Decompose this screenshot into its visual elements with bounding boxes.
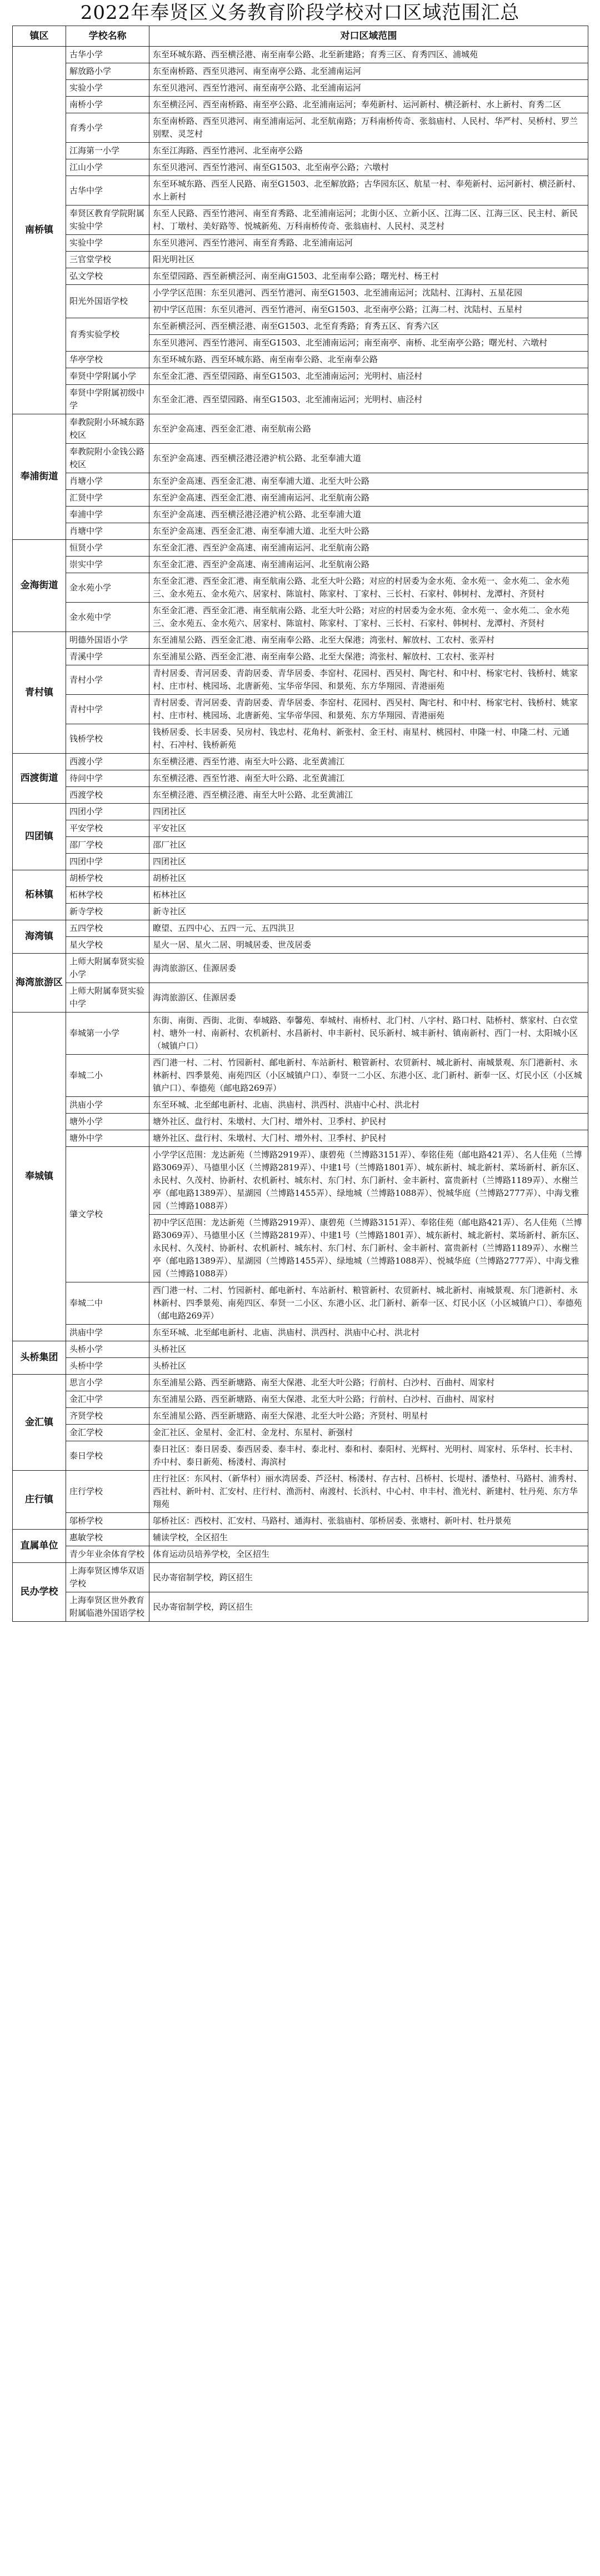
district-cell: 金汇镇 xyxy=(13,1375,66,1471)
table-row xyxy=(13,724,588,754)
area-range-cell: 东至横泾河、西至南桥路、南至亭公路、北至浦南运河；奉苑新村、运河新村、横泾新村、水上新村、育秀二区 xyxy=(149,97,588,113)
area-range-cell: 辅读学校，全区招生 xyxy=(149,1530,588,1546)
school-name-cell: 青少年业余体育学校 xyxy=(66,1546,149,1563)
area-range-cell: 东至新横泾河、西至横泾港、南至G1503、北至育秀路；育秀五区、育秀六区 xyxy=(149,318,588,335)
area-range-cell: 东至环城、北至邮电新村、北庙、洪庙村、洪西村、洪庙中心村、洪北村 xyxy=(149,1325,588,1341)
school-name-cell: 奉城二中 xyxy=(66,1282,149,1325)
school-name-cell: 钱桥学校 xyxy=(66,724,149,754)
table-row xyxy=(13,1375,588,1391)
district-cell: 南桥镇 xyxy=(13,47,66,414)
school-name-cell: 庄行学校 xyxy=(66,1471,149,1513)
school-name-cell: 胡桥学校 xyxy=(66,870,149,887)
area-range-cell: 东至人民路、西至竹港河、南至育秀路、北至浦南运河；北街小区、立新小区、江海二区、江海三区、民主村、新民村、丁墩村、美好路等、悦城新苑、万科南桥传奇、张翁庙村、人民村、灵芝村 xyxy=(149,206,588,235)
school-name-cell: 肖塘小学 xyxy=(66,473,149,490)
area-range-cell: 西门港一村、二村、竹园新村、邮电新村、车站新村、粮管新村、农贸新村、城北新村、南城景观、东门港新村、永林新村、四季景苑、南苑四区、奉贤一二小区、东港小区、北门新村、新奉一区、灯民小区（小区城镇户口）、奉德苑（邮电路269弄） xyxy=(149,1282,588,1325)
table-row xyxy=(13,870,588,887)
area-range-cell: 新寺社区 xyxy=(149,904,588,920)
area-range-cell: 海湾旅游区、佳源居委 xyxy=(149,954,588,983)
table-row xyxy=(13,352,588,368)
table-row xyxy=(13,603,588,632)
table-row xyxy=(13,1546,588,1563)
area-range-cell: 东至金汇港、西至望园路、南至G1503、北至浦南运河；光明村、庙泾村 xyxy=(149,368,588,385)
area-range-cell: 东至浦星公路、西至新塘路、南至大保港、北至大叶公路；行前村、白沙村、百曲村、周家村 xyxy=(149,1391,588,1408)
area-range-cell: 青村居委、青河居委、青韵居委、青华居委、李窑村、花园村、西吴村、陶宅村、和中村、杨家宅村、钱桥村、姚家村、庄市村、桃园场、北唐新苑、宝华帝华园、和景苑、东方华翔园、青港丽苑 xyxy=(149,695,588,724)
school-name-cell: 平安学校 xyxy=(66,820,149,837)
table-row xyxy=(13,414,588,444)
school-name-cell: 金汇中学 xyxy=(66,1391,149,1408)
school-name-cell: 江海第一小学 xyxy=(66,143,149,159)
area-range-cell: 东至浦星公路、西至金汇港、南至南奉公路、北至大保港；湾张村、解放村、工农村、张弄村 xyxy=(149,649,588,665)
school-name-cell: 汇贤中学 xyxy=(66,490,149,507)
school-name-cell: 江山小学 xyxy=(66,159,149,176)
school-name-cell: 恒贤小学 xyxy=(66,540,149,557)
school-name-cell: 西渡小学 xyxy=(66,754,149,770)
table-row xyxy=(13,47,588,63)
area-range-cell: 民办寄宿制学校，跨区招生 xyxy=(149,1563,588,1592)
table-row xyxy=(13,954,588,983)
district-cell: 柘林镇 xyxy=(13,870,66,920)
school-name-cell: 育秀实验学校 xyxy=(66,318,149,352)
area-range-cell: 初中学区范围：龙达新苑（兰博路2919弄）、康碧苑（兰博路3151弄）、奉铭佳苑（邮电路421弄）、名人佳苑（兰博路3069弄）、马德里小区（兰博路2819弄）、中建1号（兰博路1801弄）、城东新村、城北新村、菜场新村、新东区、永民村、久茂村、协新村、农机新村、城东村、东门村、东门新村、金丰新村、富贵新村（兰博路1189弄）、水榭兰亭（邮电路1389弄）、星湖园（兰博路1455弄）、绿地城（兰博路1088弄）、悦城华庭（兰博路2777弄）、中海戈雅园（兰博路1088弄） xyxy=(149,1215,588,1282)
area-range-cell: 柘林社区 xyxy=(149,887,588,904)
table-row xyxy=(13,1282,588,1325)
table-row xyxy=(13,1592,588,1622)
district-cell: 直属单位 xyxy=(13,1530,66,1563)
area-range-cell: 四团社区 xyxy=(149,854,588,870)
school-name-cell: 邵厂学校 xyxy=(66,837,149,854)
table-row xyxy=(13,1513,588,1530)
school-name-cell: 明德外国语小学 xyxy=(66,632,149,649)
school-name-cell: 上师大附属奉贤实验中学 xyxy=(66,983,149,1013)
area-range-cell: 初中学区范围：东至贝港河、西至竹港河、南至G1503、北至南亭公路；江海二村、沈陆村、五星村 xyxy=(149,302,588,318)
area-range-cell: 邬桥社区：西校村、汇安村、马路村、通海村、张翁庙村、邬桥居委、张塘村、新叶村、牡丹景苑 xyxy=(149,1513,588,1530)
area-range-cell: 西门港一村、二村、竹园新村、邮电新村、车站新村、粮管新村、农贸新村、城北新村、南城景观、东门港新村、永林新村、四季景苑、南苑四区（小区城镇户口）、奉贤一二小区、东港小区、北门新村、新奉一区、灯民小区（小区城镇户口）、奉德苑（邮电路269弄） xyxy=(149,1055,588,1097)
table-row xyxy=(13,1013,588,1055)
table-row xyxy=(13,1114,588,1130)
area-range-cell: 东至横泾港、西至竹港、南至大叶公路、北至黄浦江 xyxy=(149,770,588,787)
district-cell: 头桥集团 xyxy=(13,1341,66,1375)
table-body xyxy=(13,47,588,1622)
area-range-cell: 青村居委、青河居委、青韵居委、青华居委、李窑村、花园村、西吴村、陶宅村、和中村、杨家宅村、钱桥村、姚家村、庄市村、桃园场、北唐新苑、宝华帝华园、和景苑、东方华翔园、青港丽苑 xyxy=(149,665,588,695)
area-range-cell: 东至沪金高速、西至金汇港、南至航南公路 xyxy=(149,414,588,444)
table-row xyxy=(13,770,588,787)
school-name-cell: 奉教院附小金钱公路校区 xyxy=(66,444,149,473)
area-range-cell: 庄行社区：东风村、（新华村）丽水湾居委、芦泾村、杨溇村、存古村、吕桥村、长堤村、潘垫村、马路村、浦秀村、西社村、新叶村、汇安村、庄行村、渔沥村、南渡村、长浜村、中心村、申丰村、渔光村、新建村、牡丹苑、东方华翔苑 xyxy=(149,1471,588,1513)
area-range-cell: 东至环城、北至邮电新村、北庙、洪庙村、洪西村、洪庙中心村、洪北村 xyxy=(149,1097,588,1114)
area-range-cell: 体育运动员培养学校，全区招生 xyxy=(149,1546,588,1563)
school-name-cell: 洪庙小学 xyxy=(66,1097,149,1114)
area-range-cell: 瞭望、五四中心、五四一元、五四洪卫 xyxy=(149,920,588,937)
area-range-cell: 海湾旅游区、佳源居委 xyxy=(149,983,588,1013)
school-name-cell: 思言小学 xyxy=(66,1375,149,1391)
table-row xyxy=(13,368,588,385)
school-name-cell: 新寺学校 xyxy=(66,904,149,920)
table-row xyxy=(13,507,588,523)
school-name-cell: 惠敏学校 xyxy=(66,1530,149,1546)
table-row xyxy=(13,632,588,649)
school-name-cell: 南桥小学 xyxy=(66,97,149,113)
area-range-cell: 东至金汇港、西至沪金高速、南至浦南运河、北至航南公路 xyxy=(149,557,588,573)
school-name-cell: 头桥中学 xyxy=(66,1358,149,1375)
area-range-cell: 东至环城东路、西至环城东路、南至南奉公路、北至南奉公路 xyxy=(149,352,588,368)
school-name-cell: 古华中学 xyxy=(66,176,149,206)
school-zone-table xyxy=(12,26,588,1622)
school-name-cell: 柘林学校 xyxy=(66,887,149,904)
area-range-cell: 东至南桥路、西至贝港河、南至南亭公路、北至浦南运河 xyxy=(149,63,588,80)
area-range-cell: 东至横泾港、西至横泾港、南至大叶公路、北至黄浦江 xyxy=(149,787,588,804)
table-row xyxy=(13,490,588,507)
table-row xyxy=(13,1408,588,1425)
table-row xyxy=(13,804,588,820)
table-row xyxy=(13,235,588,252)
school-name-cell: 上海奉贤区世外教育附属临港外国语学校 xyxy=(66,1592,149,1622)
area-range-cell: 东至金汇港、西至望园路、南至G1503、北至浦南运河；光明村、庙泾村 xyxy=(149,385,588,414)
school-name-cell: 奉城二小 xyxy=(66,1055,149,1097)
area-range-cell: 塘外社区、盘行村、朱墩村、大门村、增外村、卫季村、护民村 xyxy=(149,1114,588,1130)
table-row xyxy=(13,787,588,804)
district-cell: 奉浦街道 xyxy=(13,414,66,540)
school-name-cell: 奉贤区教育学院附属实验中学 xyxy=(66,206,149,235)
table-row xyxy=(13,176,588,206)
table-row xyxy=(13,159,588,176)
table-row xyxy=(13,97,588,113)
school-name-cell: 奉教院附小环城东路校区 xyxy=(66,414,149,444)
school-name-cell: 金水苑小学 xyxy=(66,573,149,603)
table-row xyxy=(13,1097,588,1114)
table-row xyxy=(13,1325,588,1341)
area-range-cell: 东至贝港河、西至竹港河、南至南亭公路、北至浦南运河 xyxy=(149,80,588,97)
area-range-cell: 东至贝港河、西至竹港河、南至G1503、北至南亭公路；六墩村 xyxy=(149,159,588,176)
area-range-cell: 东至沪金高速、西至横泾港泾港沪杭公路、北至奉浦大道 xyxy=(149,444,588,473)
area-range-cell: 钱桥居委、长丰居委、吴房村、钱忠村、花角村、新张村、金王村、南星村、桃园村、申隆一村、申隆二村、元通村、石冲村、钱桥新苑 xyxy=(149,724,588,754)
table-header-row xyxy=(13,26,588,47)
school-name-cell: 上师大附属奉贤实验小学 xyxy=(66,954,149,983)
school-name-cell: 四团小学 xyxy=(66,804,149,820)
area-range-cell: 东至沪金高速、西至金汇港、南至奉浦大道、北至大叶公路 xyxy=(149,523,588,540)
area-range-cell: 东街、南街、西街、北街、奉城路、奉馨苑、奉城村、南桥村、北门村、八字村、路口村、陆桥村、蔡家村、白衣堂村、塘外一村、南新村、农机新村、水昌新村、申丰新村、民乐新村、城丰新村、镇南新村、西门一村、太阳城小区（城镇户口） xyxy=(149,1013,588,1055)
school-name-cell: 奉城第一小学 xyxy=(66,1013,149,1055)
table-row xyxy=(13,983,588,1013)
school-name-cell: 泰日学校 xyxy=(66,1441,149,1471)
area-range-cell: 阳光明社区 xyxy=(149,252,588,268)
table-row xyxy=(13,887,588,904)
table-row xyxy=(13,557,588,573)
area-range-cell: 胡桥社区 xyxy=(149,870,588,887)
table-row xyxy=(13,649,588,665)
school-name-cell: 青村中学 xyxy=(66,695,149,724)
area-range-cell: 东至金汇港、西至金汇港、南至航南公路、北至大叶公路；对应的村居委为金水苑、金水苑一、金水苑二、金水苑三、金水苑五、金水苑六、居家村、陈谊村、陈家村、丁家村、三长村、石家村、韩树村、龙潭村、齐贤村 xyxy=(149,573,588,603)
table-row xyxy=(13,252,588,268)
district-cell: 庄行镇 xyxy=(13,1471,66,1530)
school-name-cell: 待问中学 xyxy=(66,770,149,787)
table-row xyxy=(13,63,588,80)
school-name-cell: 青村小学 xyxy=(66,665,149,695)
table-row xyxy=(13,268,588,285)
area-range-cell: 东至浦星公路、西至金汇港、南至南奉公路、北至大保港；湾张村、解放村、工农村、张弄村 xyxy=(149,632,588,649)
area-range-cell: 东至金汇港、西至金汇港、南至航南公路、北至大叶公路；对应的村居委为金水苑、金水苑一、金水苑二、金水苑三、金水苑五、金水苑六、居家村、陈谊村、陈家村、丁家村、三长村、石家村、韩树村、龙潭村、齐贤村 xyxy=(149,603,588,632)
table-row xyxy=(13,665,588,695)
table-row xyxy=(13,206,588,235)
table-row xyxy=(13,285,588,302)
area-range-cell: 头桥社区 xyxy=(149,1358,588,1375)
school-name-cell: 青溪中学 xyxy=(66,649,149,665)
area-range-cell: 四团社区 xyxy=(149,804,588,820)
area-range-cell: 小学学区范围：东至贝港河、西至竹港河、南至G1503、北至浦南运河；沈陆村、江海村、五星花园 xyxy=(149,285,588,302)
header-school: 学校名称 xyxy=(66,26,149,47)
table-row xyxy=(13,1055,588,1097)
area-range-cell: 东至浦星公路、西至新塘路、南至大保港、北至大叶公路；齐贤村、明星村 xyxy=(149,1408,588,1425)
table-row xyxy=(13,1471,588,1513)
district-cell: 奉城镇 xyxy=(13,1013,66,1341)
district-cell: 青村镇 xyxy=(13,632,66,754)
table-row xyxy=(13,920,588,937)
school-name-cell: 肖塘中学 xyxy=(66,523,149,540)
area-range-cell: 东至沪金高速、西至金汇港、南至浦南运河、北至航南公路 xyxy=(149,490,588,507)
school-name-cell: 实验中学 xyxy=(66,235,149,252)
school-name-cell: 奉浦中学 xyxy=(66,507,149,523)
table-row xyxy=(13,1563,588,1592)
district-cell: 海湾镇 xyxy=(13,920,66,954)
area-range-cell: 平安社区 xyxy=(149,820,588,837)
table-row xyxy=(13,444,588,473)
school-name-cell: 弘文学校 xyxy=(66,268,149,285)
table-row xyxy=(13,318,588,335)
area-range-cell: 东至望园路、西至新横泾河、南至南G1503、北至南奉公路；曙光村、杨王村 xyxy=(149,268,588,285)
table-row xyxy=(13,540,588,557)
school-name-cell: 邬桥学校 xyxy=(66,1513,149,1530)
school-name-cell: 崇实中学 xyxy=(66,557,149,573)
table-row xyxy=(13,937,588,954)
school-name-cell: 洪庙中学 xyxy=(66,1325,149,1341)
table-row xyxy=(13,573,588,603)
district-cell: 四团镇 xyxy=(13,804,66,870)
school-name-cell: 金汇学校 xyxy=(66,1425,149,1441)
table-row xyxy=(13,80,588,97)
area-range-cell: 东至浦星公路、西至新塘路、南至大保港、北至大叶公路；行前村、白沙村、百曲村、周家村 xyxy=(149,1375,588,1391)
area-range-cell: 东至南桥路、西至贝港河、南至浦南运河、北至航南路；万科南桥传奇、张翁庙村、人民村、华严村、吴桥村、罗兰别墅、灵芝村 xyxy=(149,113,588,143)
table-row xyxy=(13,1358,588,1375)
school-name-cell: 星火学校 xyxy=(66,937,149,954)
school-name-cell: 阳光外国语学校 xyxy=(66,285,149,318)
area-range-cell: 东至沪金高速、西至金汇港、南至奉浦大道、北至大叶公路 xyxy=(149,473,588,490)
table-row xyxy=(13,385,588,414)
area-range-cell: 邵厂社区 xyxy=(149,837,588,854)
district-cell: 海湾旅游区 xyxy=(13,954,66,1013)
school-name-cell: 上海奉贤区博华双语学校 xyxy=(66,1563,149,1592)
area-range-cell: 泰日社区：泰日居委、泰西居委、泰丰村、泰北村、泰和村、泰阳村、光辉村、光明村、周家村、乐华村、长丰村、乔中村、泰日新苑、杨溇村、海滨村 xyxy=(149,1441,588,1471)
school-name-cell: 西渡学校 xyxy=(66,787,149,804)
area-range-cell: 金汇社区、金星村、金汇村、金龙村、东星村、新强村 xyxy=(149,1425,588,1441)
area-range-cell: 东至环城东路、西至横泾港、南至南奉公路、北至新建路；育秀三区、育秀四区、浦城苑 xyxy=(149,47,588,63)
area-range-cell: 东至金汇港、西至沪金高速、南至浦南运河、北至航南公路 xyxy=(149,540,588,557)
school-name-cell: 三官堂学校 xyxy=(66,252,149,268)
district-cell: 金海街道 xyxy=(13,540,66,632)
school-name-cell: 塘外小学 xyxy=(66,1114,149,1130)
area-range-cell: 星火一居、星火二居、明城居委、世茂居委 xyxy=(149,937,588,954)
area-range-cell: 头桥社区 xyxy=(149,1341,588,1358)
school-name-cell: 解放路小学 xyxy=(66,63,149,80)
table-row xyxy=(13,820,588,837)
table-row xyxy=(13,1530,588,1546)
area-range-cell: 东至横泾港、西至竹港、南至大叶公路、北至黄浦江 xyxy=(149,754,588,770)
table-row xyxy=(13,837,588,854)
table-row xyxy=(13,1425,588,1441)
school-name-cell: 华亭学校 xyxy=(66,352,149,368)
header-district: 镇区 xyxy=(13,26,66,47)
table-row xyxy=(13,1341,588,1358)
school-name-cell: 头桥小学 xyxy=(66,1341,149,1358)
table-row xyxy=(13,113,588,143)
header-area: 对口区域范围 xyxy=(149,26,588,47)
school-name-cell: 四团中学 xyxy=(66,854,149,870)
area-range-cell: 小学学区范围：龙达新苑（兰博路2919弄）、康碧苑（兰博路3151弄）、奉铭佳苑（邮电路421弄）、名人佳苑（兰博路3069弄）、马德里小区（兰博路2819弄）、中建1号（兰博路1801弄）、城东新村、城北新村、菜场新村、新东区、永民村、久茂村、协新村、农机新村、城东村、东门村、东门新村、金丰新村、富贵新村（兰博路1189弄）、水榭兰亭（邮电路1389弄）、星湖园（兰博路1455弄）、绿地城（兰博路1088弄）、悦城华庭（兰博路2777弄）、中海戈雅园（兰博路1088弄） xyxy=(149,1147,588,1215)
area-range-cell: 东至贝港河、西至竹港河、南至G1503、北至浦南运河；南至南亭、南桥、北至南亭公路；曙光村、六墩村 xyxy=(149,335,588,352)
school-name-cell: 奉贤中学附属小学 xyxy=(66,368,149,385)
table-row xyxy=(13,1130,588,1147)
area-range-cell: 民办寄宿制学校，跨区招生 xyxy=(149,1592,588,1622)
school-name-cell: 实验小学 xyxy=(66,80,149,97)
district-cell: 西渡街道 xyxy=(13,754,66,804)
school-name-cell: 塘外中学 xyxy=(66,1130,149,1147)
school-name-cell: 五四学校 xyxy=(66,920,149,937)
school-name-cell: 育秀小学 xyxy=(66,113,149,143)
district-cell: 民办学校 xyxy=(13,1563,66,1622)
area-range-cell: 东至环城东路、西至人民路、南至G1503、北至解放路；古华园东区、航星一村、奉苑新村、运河新村、横泾新村、水上新村 xyxy=(149,176,588,206)
table-row xyxy=(13,904,588,920)
school-name-cell: 古华小学 xyxy=(66,47,149,63)
table-row xyxy=(13,473,588,490)
school-name-cell: 奉贤中学附属初级中学 xyxy=(66,385,149,414)
table-row xyxy=(13,523,588,540)
table-row xyxy=(13,854,588,870)
school-name-cell: 金水苑中学 xyxy=(66,603,149,632)
school-name-cell: 肇文学校 xyxy=(66,1147,149,1282)
school-name-cell: 齐贤学校 xyxy=(66,1408,149,1425)
area-range-cell: 东至江海路、西至竹港河、北至南亭公路 xyxy=(149,143,588,159)
table-row xyxy=(13,1391,588,1408)
table-row xyxy=(13,754,588,770)
area-range-cell: 东至贝港河、西至竹港河、南至育秀路、北至浦南运河 xyxy=(149,235,588,252)
table-row xyxy=(13,1147,588,1215)
area-range-cell: 东至沪金高速、西至横泾港泾港沪杭公路、北至奉浦大道 xyxy=(149,507,588,523)
area-range-cell: 塘外社区、盘行村、朱墩村、大门村、增外村、卫季村、护民村 xyxy=(149,1130,588,1147)
table-row xyxy=(13,695,588,724)
page-title: 2022年奉贤区义务教育阶段学校对口区域范围汇总 xyxy=(80,2,520,24)
table-row xyxy=(13,1441,588,1471)
table-row xyxy=(13,143,588,159)
